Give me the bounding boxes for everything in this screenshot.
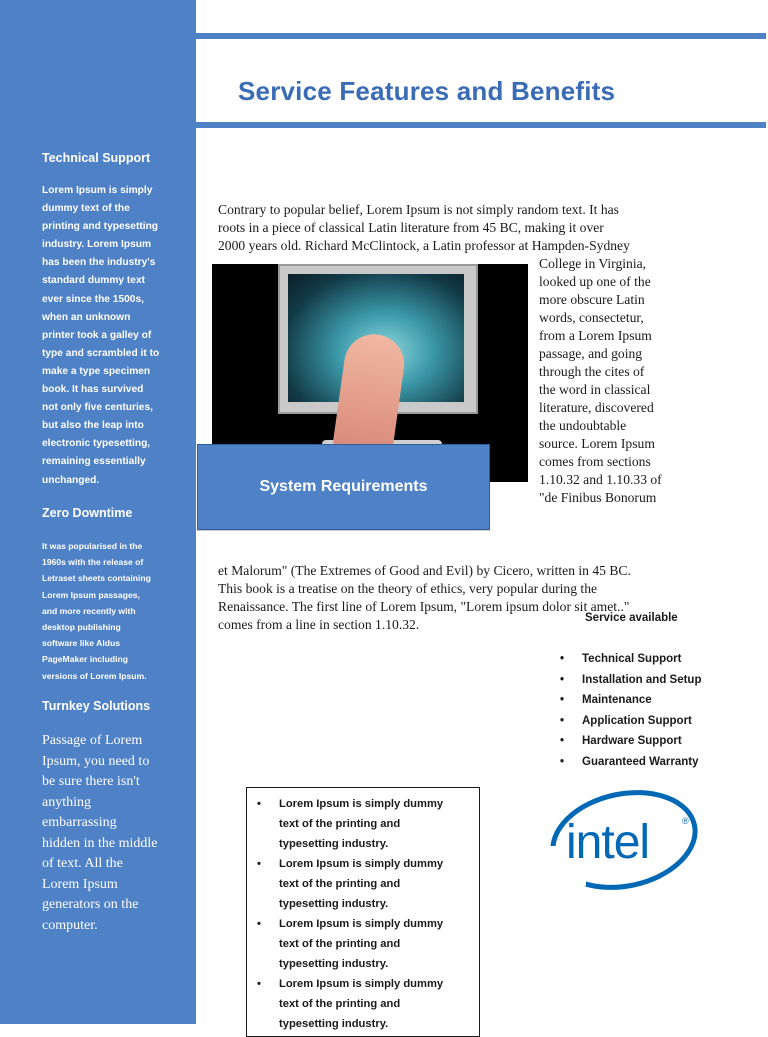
sidebar-line: versions of Lorem Ipsum. bbox=[42, 670, 147, 681]
list-item: • Lorem Ipsum is simply dummy text of the printing and typesetting industry. bbox=[255, 854, 457, 914]
sidebar-line: computer. bbox=[42, 917, 98, 933]
sidebar-line: of text. All the bbox=[42, 856, 123, 871]
article-line: 1.10.32 and 1.10.33 of bbox=[539, 472, 662, 487]
sidebar-line: unchanged. bbox=[42, 474, 100, 486]
zero-downtime-heading: Zero Downtime bbox=[42, 506, 133, 520]
article-line: through the cites of bbox=[539, 364, 645, 379]
sidebar-line: when an unknown bbox=[42, 311, 131, 323]
sidebar-line: embarrassing bbox=[42, 815, 117, 830]
article-line: This book is a treatise on the theory of ethics, very popular during the bbox=[218, 581, 598, 596]
article-line: 2000 years old. Richard McClintock, a Latin professor at Hampden-Sydney bbox=[218, 238, 630, 253]
sidebar-line: is simply bbox=[105, 185, 153, 196]
intel-logo bbox=[546, 786, 702, 892]
article-line: Contrary to popular belief, Lorem Ipsum is not simply random text. It has bbox=[218, 202, 619, 217]
services-title: Service available bbox=[585, 612, 678, 624]
services-list bbox=[560, 649, 701, 772]
list-item: • Lorem Ipsum is simply dummy text of the printing and typesetting industry. bbox=[255, 914, 457, 974]
article-intro bbox=[218, 201, 630, 255]
sidebar-line: generators on the bbox=[42, 897, 139, 912]
sidebar-line: Passage of Lorem bbox=[42, 733, 143, 748]
article-line: source. Lorem Ipsum bbox=[539, 436, 655, 451]
service-item: • Application Support bbox=[560, 711, 701, 732]
logo-text: intel bbox=[566, 816, 650, 869]
article-line: looked up one of the bbox=[539, 274, 651, 289]
sidebar-line: printer took a galley of bbox=[42, 329, 152, 341]
system-requirements-button[interactable]: System Requirements bbox=[197, 444, 490, 530]
sidebar-line: Letraset sheets containing bbox=[42, 573, 151, 584]
service-item: • Hardware Support bbox=[560, 731, 701, 752]
turnkey-solutions-text bbox=[42, 731, 172, 936]
sidebar-line: dummy text of the bbox=[42, 203, 130, 215]
sidebar-line: Lorem Ipsum passages, bbox=[42, 589, 140, 600]
sidebar-line: anything bbox=[42, 794, 91, 810]
sidebar-line: 1960s with the release of bbox=[42, 557, 144, 568]
sidebar-line: be sure there isn't bbox=[42, 774, 140, 789]
sidebar-line: industry. Lorem Ipsum bbox=[42, 239, 152, 251]
sidebar-line: desktop publishing bbox=[42, 622, 121, 633]
list-item: • Lorem Ipsum is simply dummy text of the printing and typesetting industry. bbox=[255, 794, 457, 854]
logo-registered-mark: ® bbox=[682, 816, 689, 826]
article-line: passage, and going bbox=[539, 346, 643, 361]
article-line: "de Finibus Bonorum bbox=[539, 490, 657, 505]
page-title: Service Features and Benefits bbox=[238, 76, 616, 106]
sidebar-line: It was popularised in the bbox=[42, 541, 143, 551]
sidebar-line: remaining essentially bbox=[42, 456, 146, 468]
article-line: College in Virginia, bbox=[539, 256, 647, 271]
sidebar-line: standard dummy text bbox=[42, 275, 146, 287]
turnkey-solutions-heading: Turnkey Solutions bbox=[42, 699, 151, 713]
sidebar-line: has been the industry's bbox=[42, 257, 156, 269]
sidebar bbox=[0, 0, 196, 1024]
sidebar-line: Ipsum, you need to bbox=[42, 753, 150, 769]
technical-support-heading: Technical Support bbox=[42, 151, 151, 165]
zero-downtime-text bbox=[42, 538, 172, 684]
technical-support-lead: Lorem Ipsum bbox=[42, 185, 106, 196]
service-item: • Maintenance bbox=[560, 690, 701, 711]
lorem-list bbox=[255, 794, 457, 1034]
header-rule-top bbox=[196, 33, 766, 39]
article-line: comes from sections bbox=[539, 454, 651, 469]
sidebar-line: ever since the 1500s, bbox=[42, 293, 144, 305]
article-line: Renaissance. The first line of Lorem Ipsum, "Lorem ipsum dolor sit amet.." bbox=[218, 599, 630, 614]
article-line: roots in a piece of classical Latin literature from 45 BC, making it over bbox=[218, 220, 604, 235]
sidebar-line: hidden in the middle bbox=[42, 835, 158, 851]
header-rule-bottom bbox=[196, 122, 766, 128]
sidebar-line: PageMaker including bbox=[42, 654, 128, 665]
sidebar-line: type and scrambled it to bbox=[42, 347, 160, 359]
article-right-column bbox=[539, 255, 662, 507]
lorem-list-box bbox=[246, 787, 480, 1037]
sidebar-line: electronic typesetting, bbox=[42, 438, 151, 450]
list-item: • Lorem Ipsum is simply dummy text of the printing and typesetting industry. bbox=[255, 974, 457, 1034]
sidebar-line: but also the leap into bbox=[42, 420, 144, 432]
sidebar-line: book. It has survived bbox=[42, 384, 144, 396]
sidebar-line: and more recently with bbox=[42, 605, 136, 616]
article-line: literature, discovered bbox=[539, 400, 654, 415]
sidebar-line: printing and typesetting bbox=[42, 221, 159, 233]
sidebar-line: make a type specimen bbox=[42, 365, 151, 377]
technical-support-text bbox=[42, 182, 174, 490]
service-item: • Guaranteed Warranty bbox=[560, 752, 701, 773]
article-line: the word in classical bbox=[539, 382, 651, 397]
sidebar-line: not only five centuries, bbox=[42, 402, 153, 414]
sidebar-line: Lorem Ipsum bbox=[42, 876, 118, 892]
article-line: words, consectetur, bbox=[539, 310, 644, 325]
sidebar-line: software like Aldus bbox=[42, 638, 121, 649]
service-item: • Installation and Setup bbox=[560, 670, 701, 691]
article-line: the undoubtable bbox=[539, 418, 627, 433]
article-line: comes from a line in section 1.10.32. bbox=[218, 617, 420, 632]
article-line: more obscure Latin bbox=[539, 292, 645, 307]
service-item: • Technical Support bbox=[560, 649, 701, 670]
article-continued bbox=[218, 562, 631, 634]
article-line: from a Lorem Ipsum bbox=[539, 328, 652, 343]
article-line: et Malorum" (The Extremes of Good and Evil) by Cicero, written in 45 BC. bbox=[218, 563, 631, 578]
